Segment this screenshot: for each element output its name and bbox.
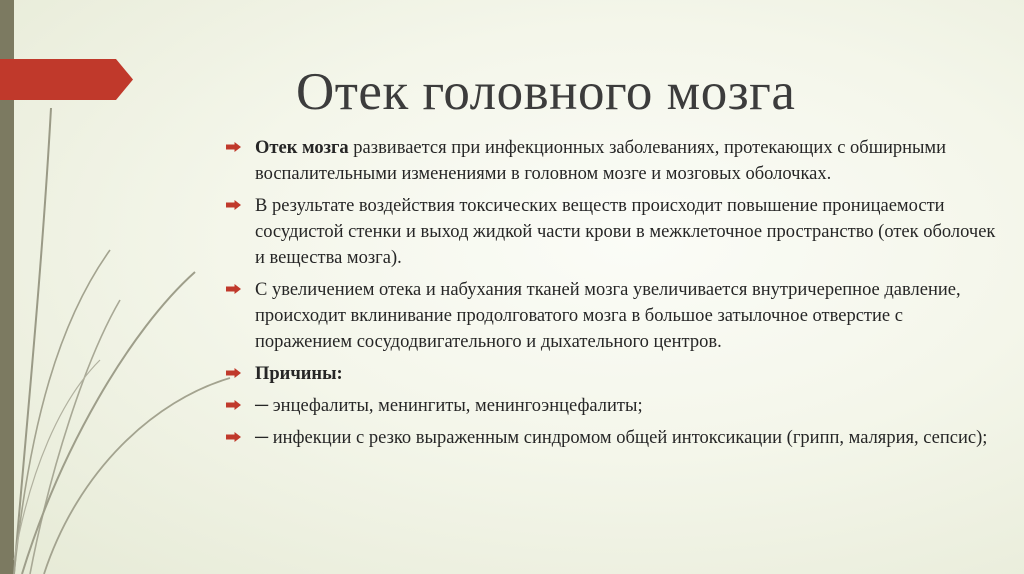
arrow-bullet-icon — [226, 284, 241, 294]
bullet-text: С увеличением отека и набухания тканей мозга увеличивается внутричерепное давление, происходит вклинивание продолговатого мозга в большое затылочное отверстие с поражением сосудодвигательного и дыхательного центров. — [255, 280, 961, 352]
bullet-item-toxic-effects — [226, 193, 996, 271]
bullet-text: ─ энцефалиты, менингиты, менингоэнцефалиты; — [255, 396, 643, 416]
bullet-item-edema-definition — [226, 135, 996, 187]
bullet-text: развивается при инфекционных заболеваниях, протекающих с обширными воспалительными изменениями в головном мозге и мозговых оболочках. — [255, 138, 947, 184]
bullet-item-cause-encephalitis — [226, 393, 996, 419]
bullet-list — [226, 135, 996, 457]
bullet-item-causes-heading — [226, 361, 996, 387]
bullet-bold-text: Причины: — [255, 364, 343, 384]
arrow-bullet-icon — [226, 368, 241, 378]
title-accent-tab — [0, 59, 133, 100]
bullet-item-intracranial-pressure — [226, 277, 996, 355]
bullet-text: В результате воздействия токсических веществ происходит повышение проницаемости сосудистой стенки и выход жидкой части крови в межклеточное пространство (отек оболочек и вещества мозга). — [255, 196, 996, 268]
arrow-bullet-icon — [226, 200, 241, 210]
slide-title: Отек головного мозга — [296, 63, 796, 121]
arrow-bullet-icon — [226, 400, 241, 410]
arrow-bullet-icon — [226, 142, 241, 152]
bullet-item-cause-intoxication — [226, 425, 996, 451]
arrow-bullet-icon — [226, 432, 241, 442]
bullet-bold-text: Отек мозга — [255, 138, 349, 158]
bullet-text: ─ инфекции с резко выраженным синдромом общей интоксикации (грипп, малярия, сепсис); — [255, 428, 988, 448]
